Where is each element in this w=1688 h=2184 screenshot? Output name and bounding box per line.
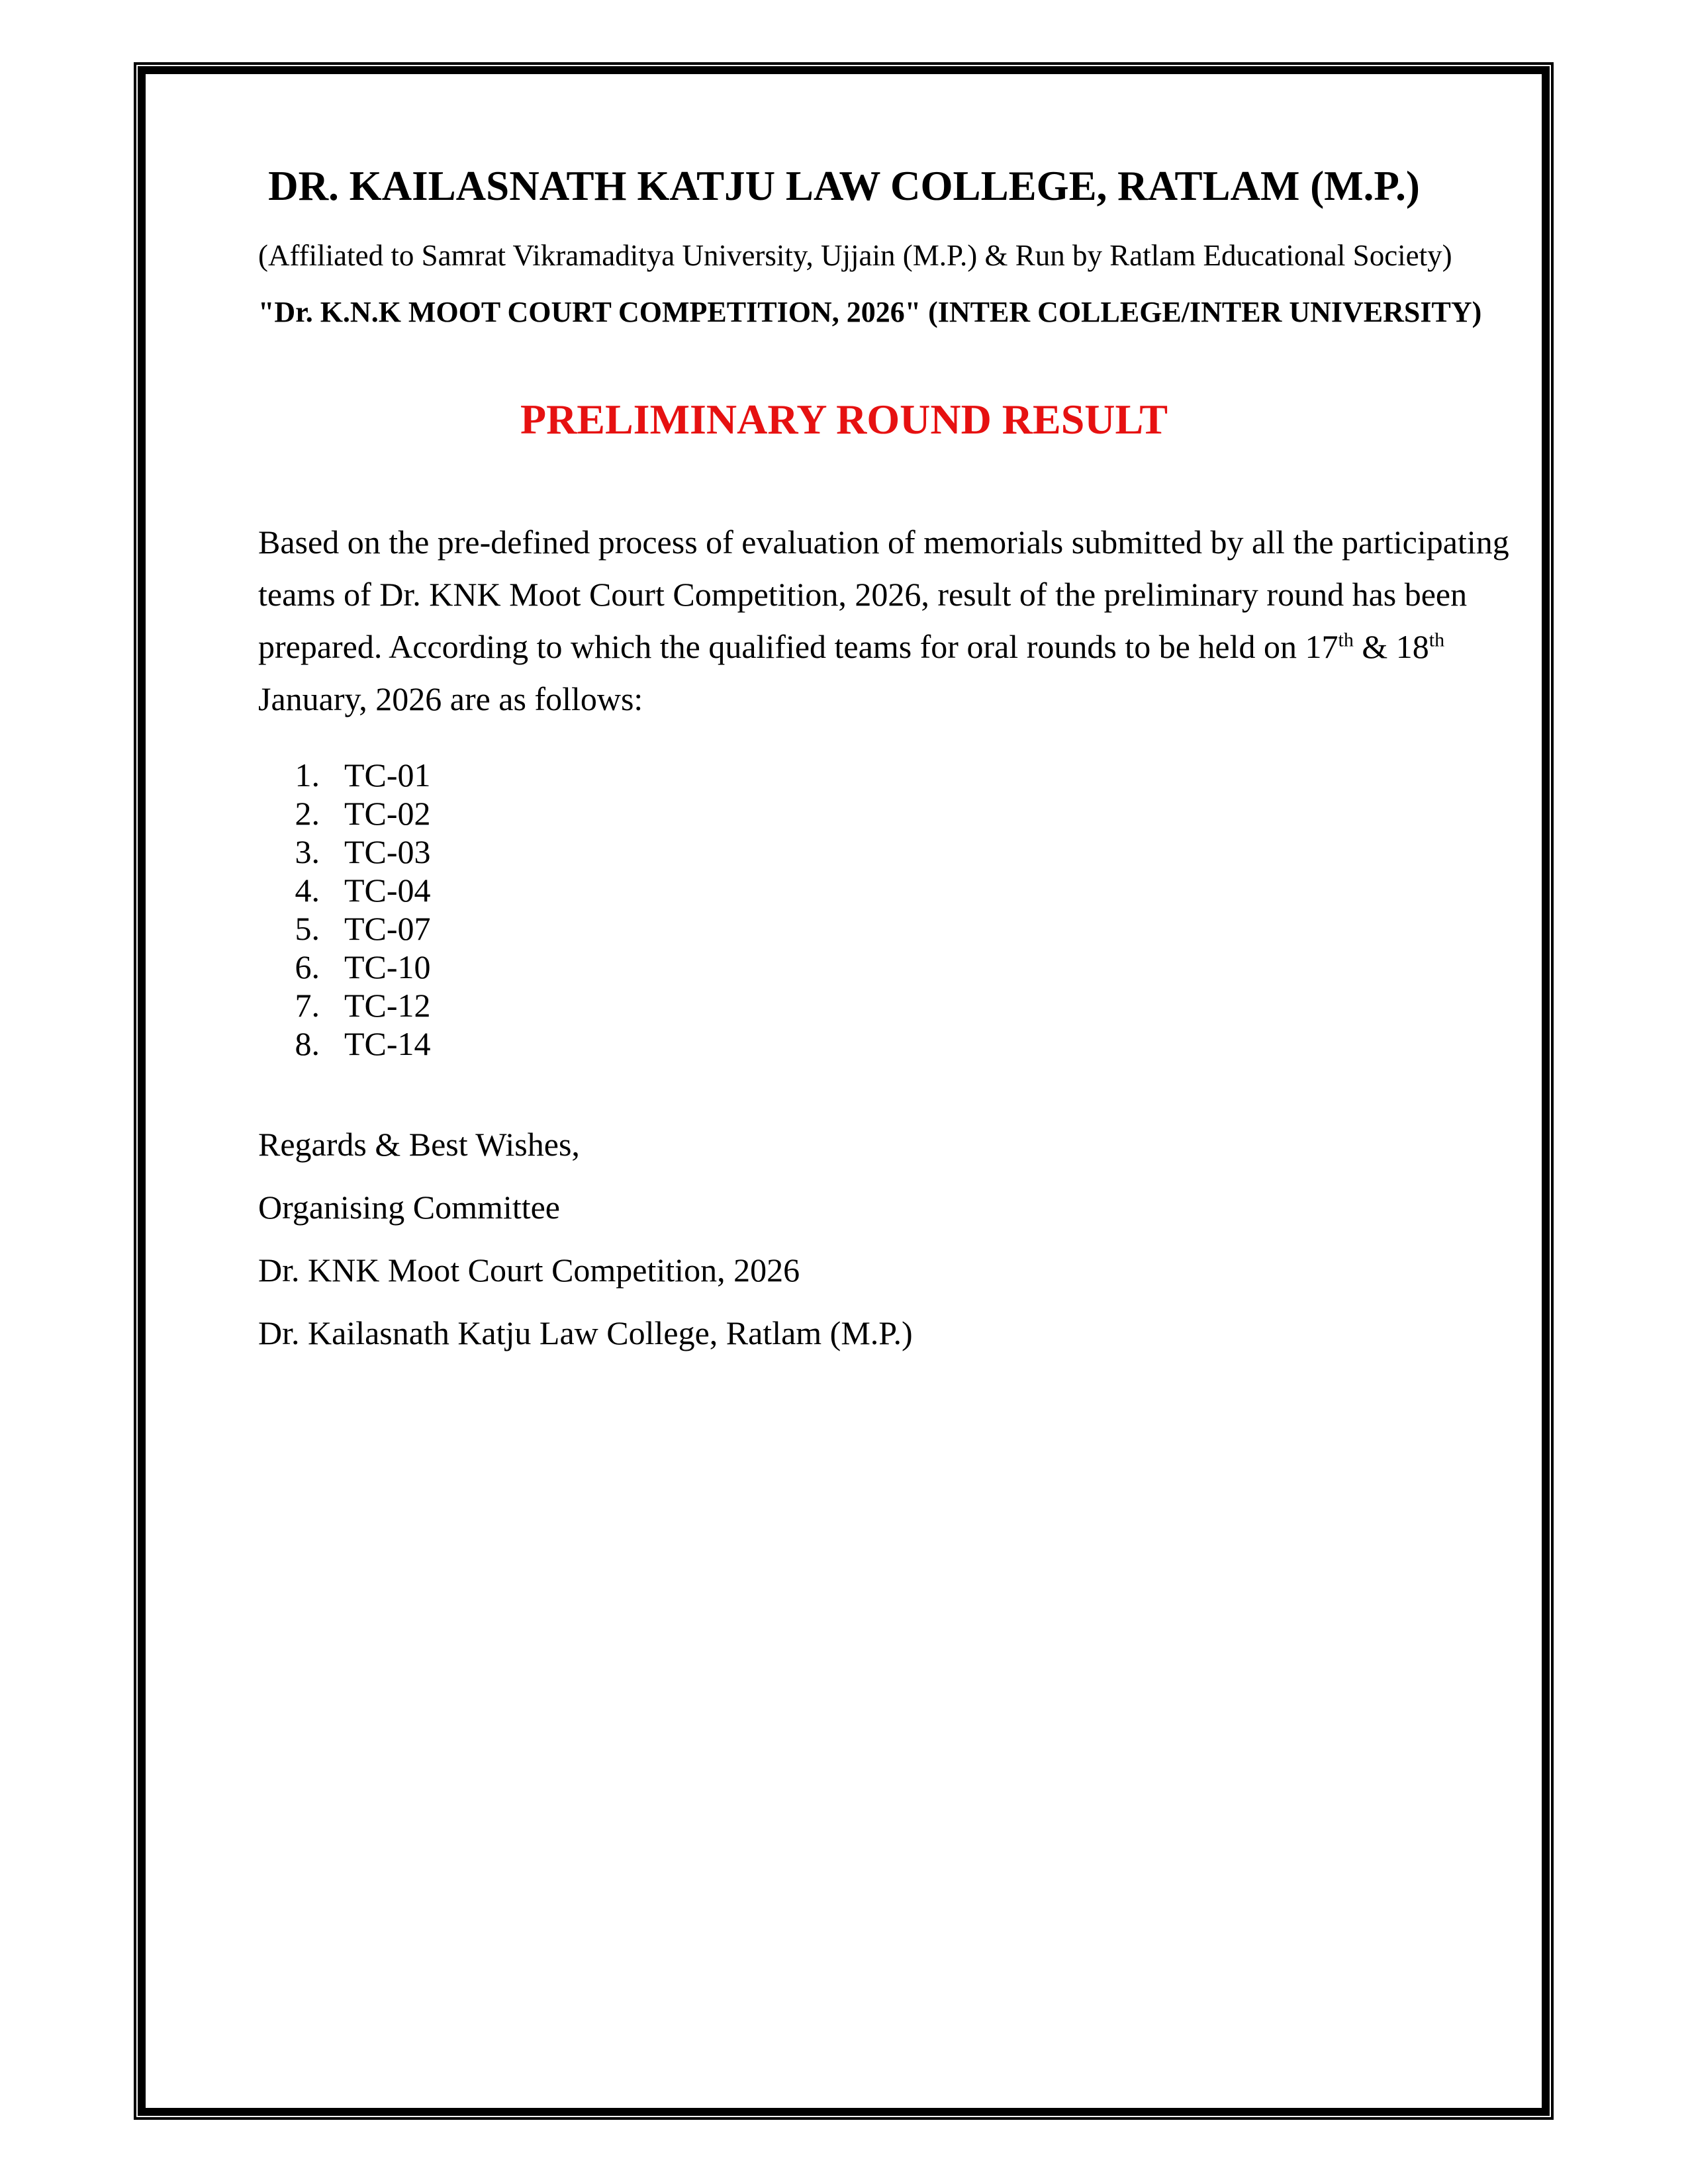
team-item-code: TC-04 — [344, 872, 431, 909]
competition-title: "Dr. K.N.K MOOT COURT COMPETITION, 2026" (INTER COLLEGE/INTER UNIVERSITY) — [258, 296, 1482, 328]
body-line-3 — [258, 621, 1445, 673]
closing-block — [258, 1125, 1430, 1377]
team-item-number: 6. — [295, 948, 320, 985]
body-line-4-text: January, 2026 are as follows: — [258, 680, 643, 717]
team-item-number: 8. — [295, 1025, 320, 1062]
ordinal-superscript: th — [1429, 629, 1445, 651]
body-line-1 — [258, 516, 1509, 569]
qualified-teams-list — [258, 756, 1430, 1063]
ordinal-superscript: th — [1338, 629, 1354, 651]
team-item-code: TC-03 — [344, 833, 431, 870]
team-item-code: TC-14 — [344, 1025, 431, 1062]
team-item-number: 4. — [295, 872, 320, 909]
team-list-item — [258, 948, 1430, 986]
page-border-frame — [138, 66, 1550, 2116]
college-name-heading: DR. KAILASNATH KATJU LAW COLLEGE, RATLAM (M.P.) — [268, 163, 1420, 209]
body-line-2-text: teams of Dr. KNK Moot Court Competition, 2026, result of the preliminary round has been — [258, 576, 1468, 613]
team-item-code: TC-12 — [344, 987, 431, 1024]
result-heading: PRELIMINARY ROUND RESULT — [520, 396, 1168, 443]
closing-committee: Organising Committee — [258, 1189, 560, 1226]
body-paragraph — [258, 516, 1509, 725]
team-list-item — [258, 756, 1430, 794]
team-list-item — [258, 794, 1430, 833]
team-item-code: TC-01 — [344, 756, 431, 794]
body-line-4 — [258, 673, 1430, 725]
team-list-item — [258, 871, 1430, 909]
team-item-code: TC-07 — [344, 910, 431, 947]
team-item-number: 1. — [295, 756, 320, 794]
closing-competition: Dr. KNK Moot Court Competition, 2026 — [258, 1251, 800, 1289]
team-item-code: TC-10 — [344, 948, 431, 985]
body-line-3-text-b: & 18 — [1353, 628, 1429, 665]
team-item-number: 3. — [295, 833, 320, 870]
closing-college: Dr. Kailasnath Katju Law College, Ratlam (M.P.) — [258, 1314, 913, 1351]
team-list-item — [258, 986, 1430, 1024]
body-line-1-text: Based on the pre-defined process of evaluation of memorials submitted by all the participating — [258, 523, 1509, 561]
team-item-number: 7. — [295, 987, 320, 1024]
team-list-item — [258, 1024, 1430, 1063]
team-list-item — [258, 909, 1430, 948]
body-line-2 — [258, 569, 1468, 621]
body-line-3-text-a: prepared. According to which the qualified teams for oral rounds to be held on 17 — [258, 628, 1338, 665]
affiliation-subtitle: (Affiliated to Samrat Vikramaditya University, Ujjain (M.P.) & Run by Ratlam Educational Society) — [258, 239, 1452, 272]
closing-regards: Regards & Best Wishes, — [258, 1126, 580, 1163]
team-item-code: TC-02 — [344, 795, 431, 832]
team-list-item — [258, 833, 1430, 871]
team-item-number: 2. — [295, 795, 320, 832]
team-item-number: 5. — [295, 910, 320, 947]
